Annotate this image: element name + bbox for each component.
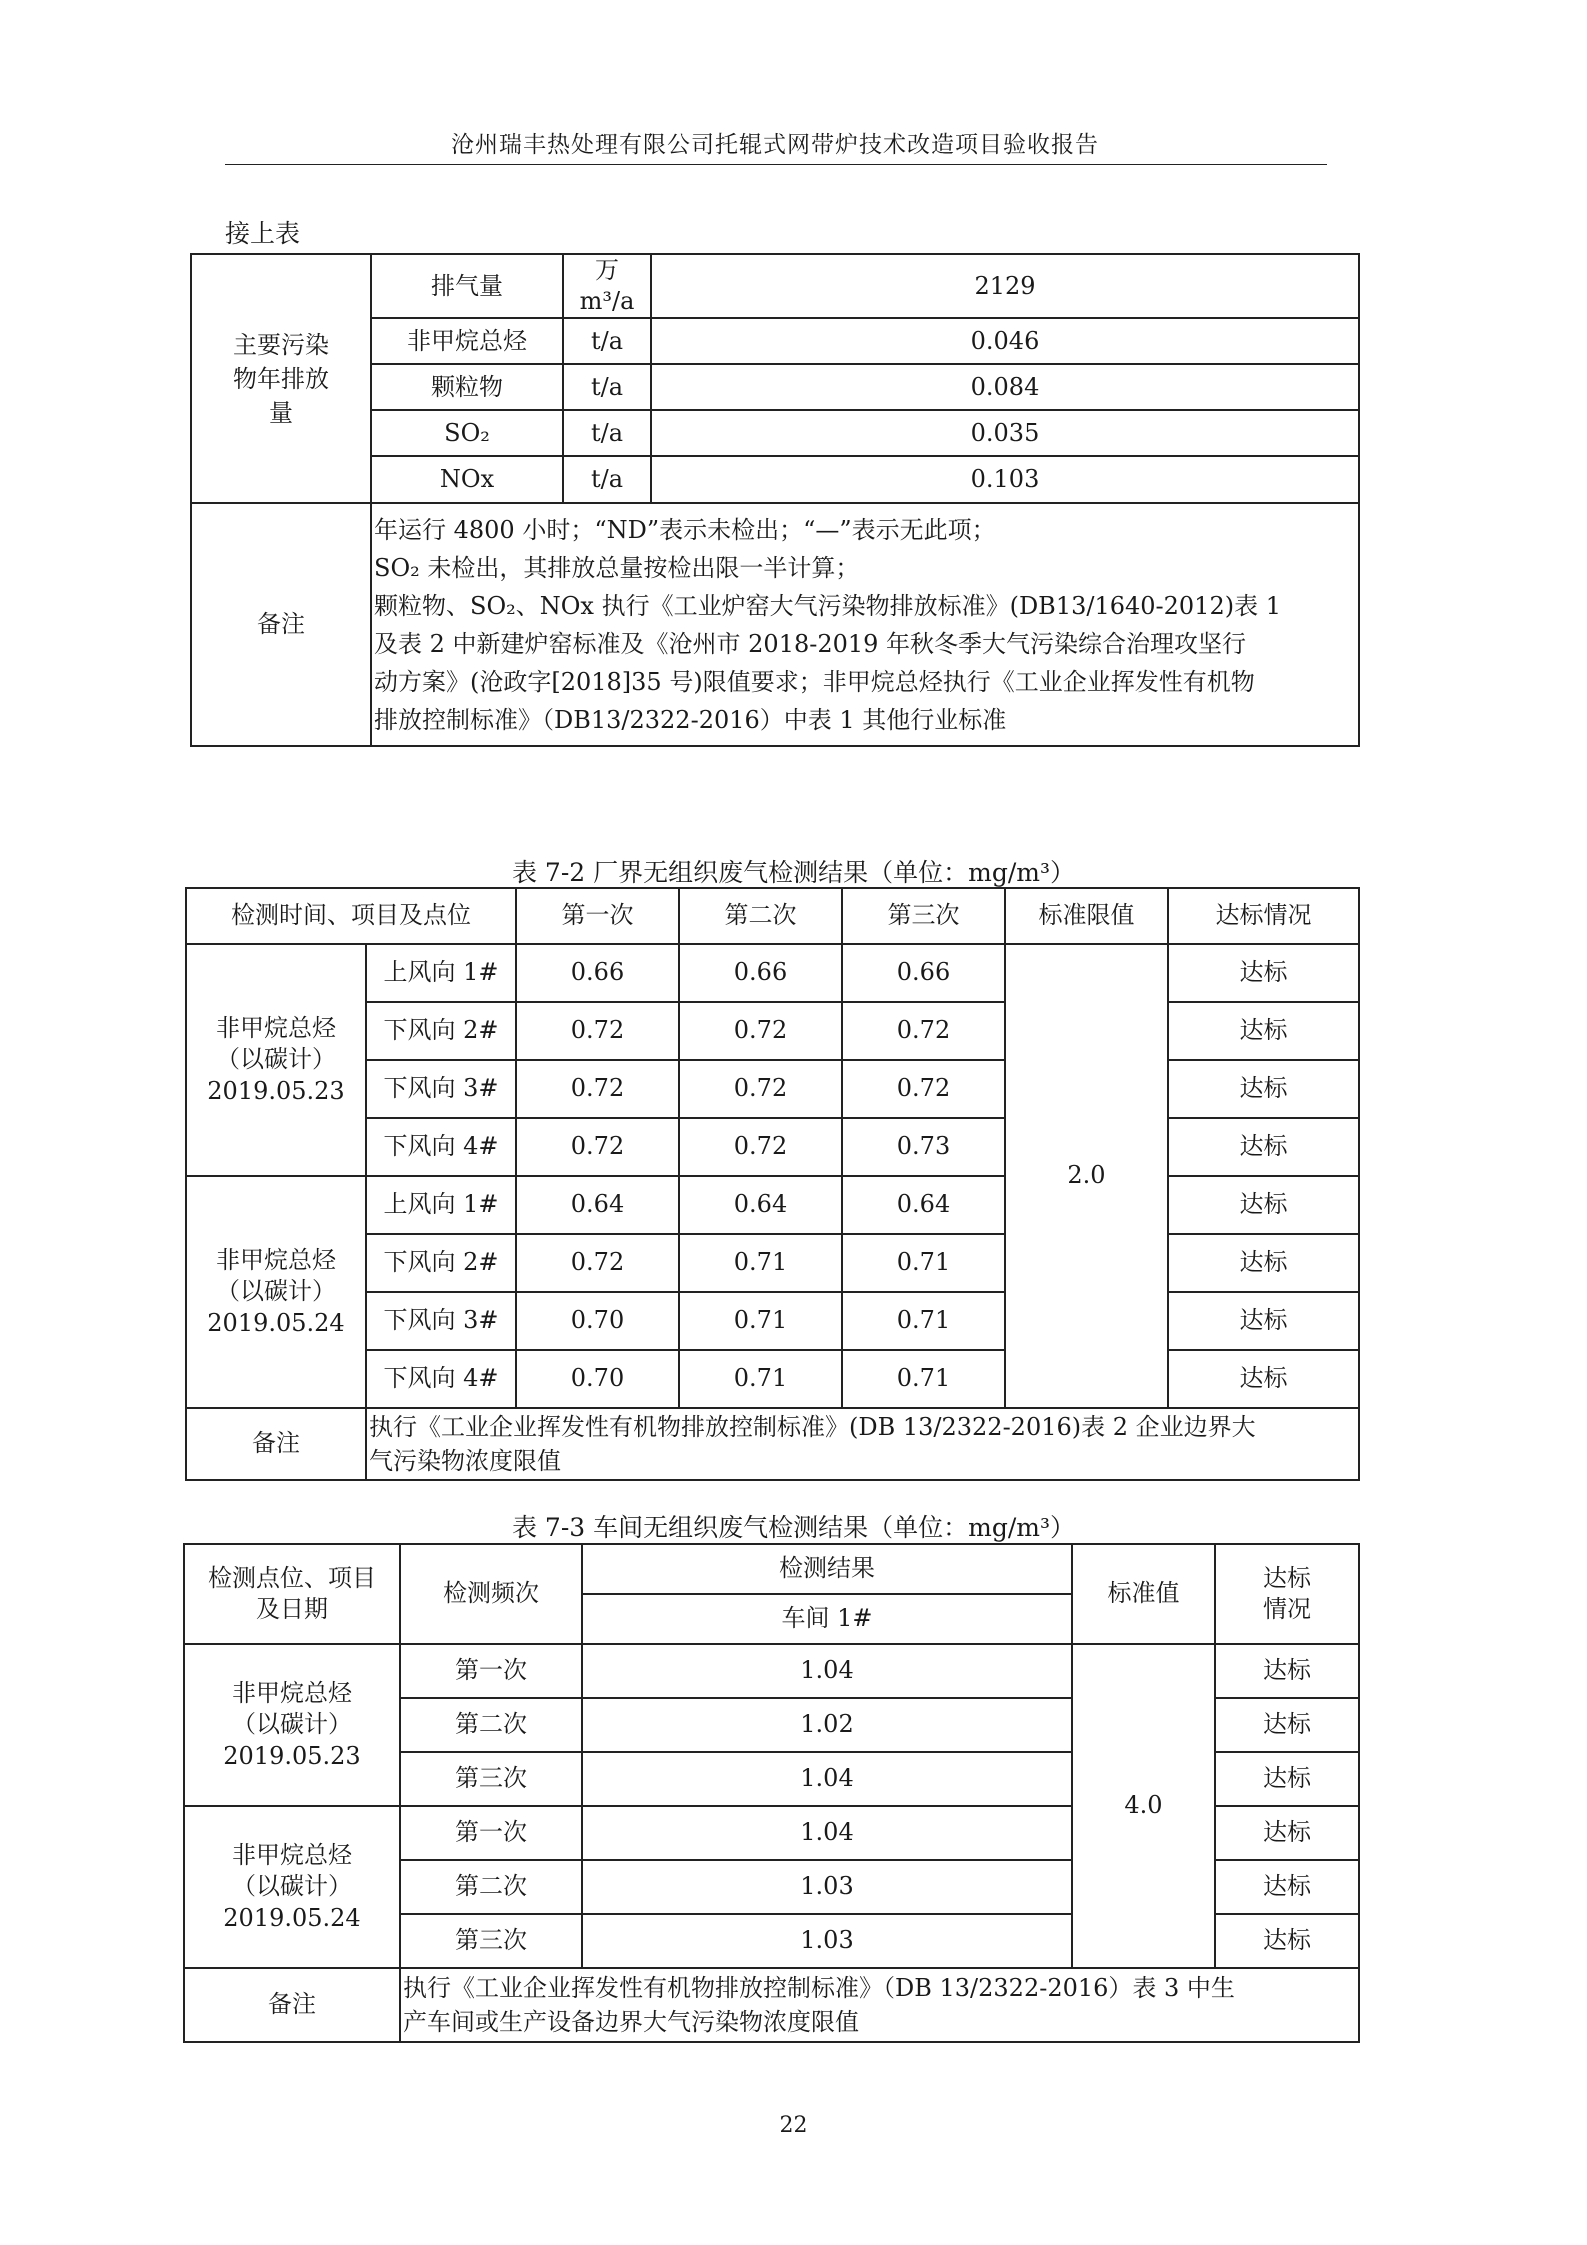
pollutant-item: NOx [371, 456, 563, 503]
note-text [371, 503, 1359, 746]
column-header: 第三次 [842, 888, 1005, 944]
table3-caption: 表 7-3 车间无组织废气检测结果（单位：mg/m³） [511, 1513, 1075, 1542]
limit-cell: 4.0 [1072, 1644, 1215, 1968]
column-header: 标准限值 [1005, 888, 1168, 944]
note-line: SO₂ 未检出，其排放总量按检出限一半计算； [374, 553, 860, 582]
pollutant-value: 0.035 [651, 410, 1359, 456]
group-label-cell-line: （以碳计） [216, 1045, 336, 1074]
header-row [186, 888, 1359, 944]
column-header: 标准值 [1072, 1544, 1215, 1644]
table-row [184, 1644, 1359, 1698]
status-cell: 达标 [1168, 1060, 1359, 1118]
note-text [400, 1968, 1359, 2042]
group-label-text: 主要污染物年排放量 [233, 330, 329, 427]
pollutant-value: 0.084 [651, 364, 1359, 410]
value-cell: 0.72 [842, 1002, 1005, 1060]
status-cell: 达标 [1168, 1118, 1359, 1176]
frequency-cell: 第二次 [400, 1698, 582, 1752]
note-line: 产车间或生产设备边界大气污染物浓度限值 [403, 2008, 859, 2036]
frequency-cell: 第一次 [400, 1644, 582, 1698]
group-label-cell-line: （以碳计） [232, 1872, 352, 1901]
note-line: 气污染物浓度限值 [369, 1447, 561, 1475]
note-line: 执行《工业企业挥发性有机物排放控制标准》（DB 13/2322-2016）表 3 中生 [403, 1974, 1235, 2002]
point-cell: 下风向 2# [366, 1234, 516, 1292]
pollutant-unit: t/a [563, 364, 651, 410]
column-header-line: 及日期 [256, 1595, 328, 1623]
status-cell: 达标 [1215, 1752, 1359, 1806]
point-cell: 上风向 1# [366, 944, 516, 1002]
status-cell: 达标 [1215, 1914, 1359, 1968]
point-cell: 下风向 3# [366, 1292, 516, 1350]
column-header: 第一次 [516, 888, 679, 944]
value-cell: 1.04 [582, 1644, 1072, 1698]
note-label: 备注 [184, 1968, 400, 2042]
group-label-cell-line: 2019.05.24 [207, 1308, 345, 1337]
group-label-cell-line: 非甲烷总烃 [216, 1014, 336, 1043]
status-cell: 达标 [1215, 1860, 1359, 1914]
value-cell: 0.71 [679, 1292, 842, 1350]
note-label: 备注 [191, 503, 371, 746]
note-line: 排放控制标准》（DB13/2322-2016）中表 1 其他行业标准 [374, 705, 1007, 734]
value-cell: 0.71 [842, 1234, 1005, 1292]
point-cell: 下风向 2# [366, 1002, 516, 1060]
header-rule [225, 164, 1327, 165]
column-header [184, 1544, 400, 1644]
pollutant-item: SO₂ [371, 410, 563, 456]
value-cell: 1.03 [582, 1860, 1072, 1914]
value-cell: 0.71 [842, 1292, 1005, 1350]
note-line: 颗粒物、SO₂、NOx 执行《工业炉窑大气污染物排放标准》(DB13/1640-2012)表 1 [374, 591, 1281, 620]
value-cell: 1.04 [582, 1806, 1072, 1860]
value-cell: 0.70 [516, 1292, 679, 1350]
value-cell: 0.72 [679, 1118, 842, 1176]
table-row [191, 254, 1359, 318]
emission-table [190, 253, 1360, 747]
value-cell: 0.70 [516, 1350, 679, 1408]
value-cell: 0.72 [516, 1002, 679, 1060]
value-cell: 0.71 [842, 1350, 1005, 1408]
limit-cell: 2.0 [1005, 944, 1168, 1408]
pollutant-value: 2129 [651, 254, 1359, 318]
value-cell: 1.04 [582, 1752, 1072, 1806]
note-label: 备注 [186, 1408, 366, 1480]
frequency-cell: 第一次 [400, 1806, 582, 1860]
value-cell: 1.03 [582, 1914, 1072, 1968]
note-line: 年运行 4800 小时；“ND”表示未检出；“—”表示无此项； [374, 515, 996, 544]
header-row [184, 1544, 1359, 1594]
group-label-cell-line: 非甲烷总烃 [232, 1679, 352, 1708]
group-label-cell-line: 2019.05.23 [223, 1741, 361, 1770]
group-label-cell [186, 944, 366, 1176]
column-header-line: 情况 [1263, 1595, 1311, 1623]
column-header-line: 检测点位、项目 [208, 1563, 376, 1592]
value-cell: 0.72 [679, 1002, 842, 1060]
group-label-cell-line: （以碳计） [232, 1710, 352, 1739]
column-header: 达标情况 [1168, 888, 1359, 944]
table-row [186, 944, 1359, 1002]
pollutant-item: 非甲烷总烃 [371, 318, 563, 364]
group-label-cell-line: 2019.05.24 [223, 1903, 361, 1932]
value-cell: 0.71 [679, 1234, 842, 1292]
pollutant-item: 颗粒物 [371, 364, 563, 410]
pollutant-value: 0.103 [651, 456, 1359, 503]
value-cell: 0.72 [679, 1060, 842, 1118]
column-header [1215, 1544, 1359, 1644]
column-header: 第二次 [679, 888, 842, 944]
note-row [191, 503, 1359, 746]
value-cell: 0.64 [516, 1176, 679, 1234]
column-header-line: 达标 [1263, 1563, 1311, 1592]
frequency-cell: 第三次 [400, 1914, 582, 1968]
column-header: 车间 1# [582, 1594, 1072, 1644]
value-cell: 0.71 [679, 1350, 842, 1408]
table-row [186, 1176, 1359, 1234]
status-cell: 达标 [1168, 1002, 1359, 1060]
status-cell: 达标 [1215, 1644, 1359, 1698]
point-cell: 下风向 4# [366, 1350, 516, 1408]
group-label-cell-line: （以碳计） [216, 1277, 336, 1306]
pollutant-unit: t/a [563, 410, 651, 456]
value-cell: 0.73 [842, 1118, 1005, 1176]
group-label-cell-line: 2019.05.23 [207, 1076, 345, 1105]
group-label-cell [191, 254, 371, 503]
point-cell: 下风向 3# [366, 1060, 516, 1118]
pollutant-value: 0.046 [651, 318, 1359, 364]
pollutant-unit: 万 m³/a [563, 254, 651, 318]
status-cell: 达标 [1168, 944, 1359, 1002]
group-label-cell [186, 1176, 366, 1408]
value-cell: 0.72 [516, 1234, 679, 1292]
status-cell: 达标 [1215, 1698, 1359, 1752]
point-cell: 上风向 1# [366, 1176, 516, 1234]
status-cell: 达标 [1168, 1234, 1359, 1292]
report-header: 沧州瑞丰热处理有限公司托辊式网带炉技术改造项目验收报告 [451, 132, 1099, 158]
table2-caption: 表 7-2 厂界无组织废气检测结果（单位：mg/m³） [511, 858, 1075, 887]
pollutant-unit: t/a [563, 456, 651, 503]
status-cell: 达标 [1215, 1806, 1359, 1860]
status-cell: 达标 [1168, 1176, 1359, 1234]
note-line: 动方案》(沧政字[2018]35 号)限值要求；非甲烷总烃执行《工业企业挥发性有机物 [374, 667, 1255, 696]
note-row [184, 1968, 1359, 2042]
value-cell: 0.72 [516, 1118, 679, 1176]
note-row [186, 1408, 1359, 1480]
point-cell: 下风向 4# [366, 1118, 516, 1176]
column-header: 检测频次 [400, 1544, 582, 1644]
value-cell: 0.72 [516, 1060, 679, 1118]
pollutant-item: 排气量 [371, 254, 563, 318]
value-cell: 0.64 [842, 1176, 1005, 1234]
workshop-emission-table [183, 1543, 1360, 2043]
note-line: 及表 2 中新建炉窑标准及《沧州市 2018-2019 年秋冬季大气污染综合治理攻坚行 [374, 629, 1247, 658]
note-line: 执行《工业企业挥发性有机物排放控制标准》(DB 13/2322-2016)表 2 企业边界大 [369, 1413, 1256, 1441]
boundary-emission-table [185, 887, 1360, 1481]
status-cell: 达标 [1168, 1292, 1359, 1350]
note-text [366, 1408, 1359, 1480]
value-cell: 0.66 [679, 944, 842, 1002]
page-number: 22 [779, 2113, 808, 2138]
status-cell: 达标 [1168, 1350, 1359, 1408]
group-label-cell [184, 1806, 400, 1968]
group-label-cell [184, 1644, 400, 1806]
pollutant-unit: t/a [563, 318, 651, 364]
value-cell: 0.66 [516, 944, 679, 1002]
value-cell: 0.66 [842, 944, 1005, 1002]
column-header: 检测结果 [582, 1544, 1072, 1594]
continued-label: 接上表 [225, 219, 301, 248]
value-cell: 0.64 [679, 1176, 842, 1234]
column-header: 检测时间、项目及点位 [186, 888, 516, 944]
frequency-cell: 第二次 [400, 1860, 582, 1914]
frequency-cell: 第三次 [400, 1752, 582, 1806]
value-cell: 0.72 [842, 1060, 1005, 1118]
group-label-cell-line: 非甲烷总烃 [216, 1246, 336, 1275]
group-label-cell-line: 非甲烷总烃 [232, 1841, 352, 1870]
value-cell: 1.02 [582, 1698, 1072, 1752]
